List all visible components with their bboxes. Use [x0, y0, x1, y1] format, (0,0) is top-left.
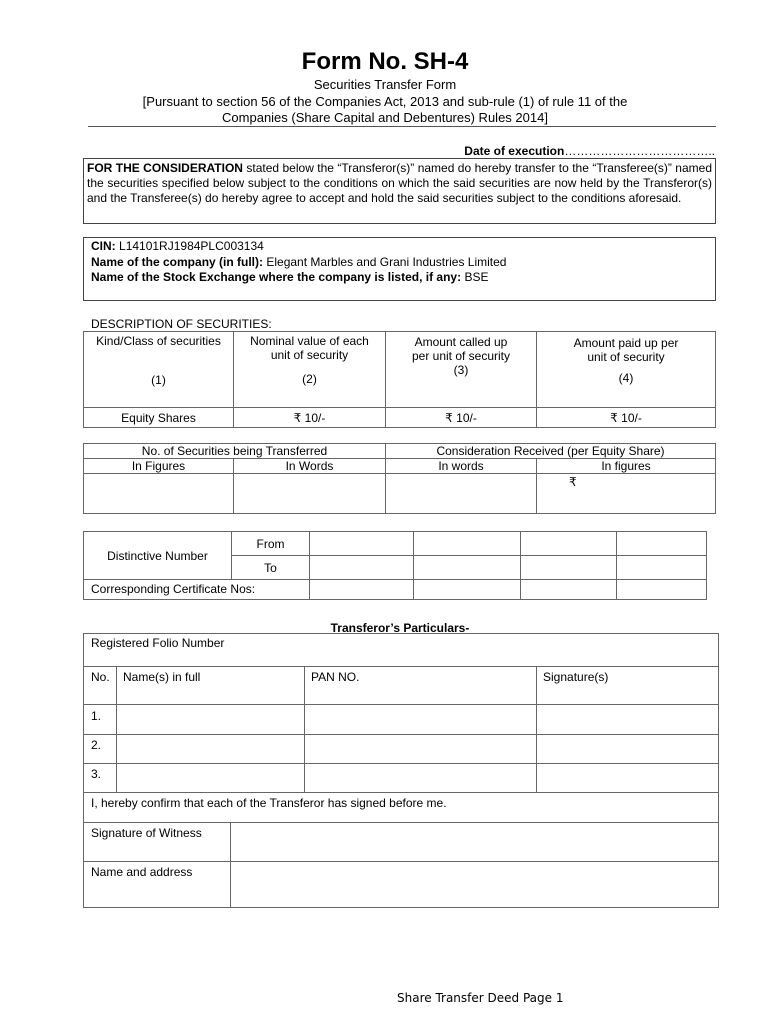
col-kind-header [84, 332, 234, 408]
col-called-label: Amount called up per unit of security [411, 335, 511, 363]
in-words-header: In Words [234, 459, 386, 474]
form-subtitle: Securities Transfer Form [313, 77, 457, 92]
consideration-lead: FOR THE CONSIDERATION [87, 161, 243, 175]
distinctive-label: Distinctive Number [84, 532, 232, 580]
no-header: No. [84, 667, 117, 705]
cin-value: L14101RJ1984PLC003134 [119, 239, 264, 253]
to-field-4[interactable] [617, 556, 707, 580]
name-field-2[interactable] [117, 735, 305, 764]
company-name-label: Name of the company (in full): [91, 254, 264, 269]
page-footer: Share Transfer Deed Page 1 [397, 991, 564, 1005]
kind-value[interactable]: Equity Shares [84, 408, 234, 428]
to-field-2[interactable] [414, 556, 521, 580]
from-label: From [232, 532, 310, 556]
in-figures-header: In Figures [84, 459, 234, 474]
row-number-1: 1. [84, 705, 117, 735]
cert-field-2[interactable] [414, 580, 521, 600]
transfer-table [83, 443, 716, 514]
header-divider [88, 126, 716, 127]
from-field-2[interactable] [414, 532, 521, 556]
transferor-table [83, 633, 719, 823]
from-field-3[interactable] [521, 532, 617, 556]
pan-field-3[interactable] [305, 764, 537, 793]
row-number-3: 3. [84, 764, 117, 793]
consideration-figures-field[interactable] [537, 474, 716, 514]
exchange-row [91, 270, 708, 286]
confirm-statement: I, hereby confirm that each of the Transferor has signed before me. [84, 793, 719, 823]
signature-field-2[interactable] [537, 735, 719, 764]
cert-field-3[interactable] [521, 580, 617, 600]
cert-field-4[interactable] [617, 580, 707, 600]
to-field-3[interactable] [521, 556, 617, 580]
name-field-1[interactable] [117, 705, 305, 735]
from-field-4[interactable] [617, 532, 707, 556]
certificate-label: Corresponding Certificate Nos: [84, 580, 310, 600]
transfer-words-field[interactable] [234, 474, 386, 514]
pan-header: PAN NO. [305, 667, 537, 705]
col-paid-num: (4) [618, 371, 634, 385]
in-words-header-2: In words [386, 459, 537, 474]
pursuant-line-2: Companies (Share Capital and Debentures) Rules 2014] [222, 110, 548, 125]
called-value[interactable]: ₹ 10/- [386, 408, 537, 428]
transfer-figures-field[interactable] [84, 474, 234, 514]
consideration-heading: Consideration Received (per Equity Share) [386, 444, 716, 459]
cert-field-1[interactable] [310, 580, 414, 600]
pursuant-line-1: [Pursuant to section 56 of the Companies Act, 2013 and sub-rule (1) of rule 11 of the [142, 94, 628, 109]
col-called-header [386, 332, 537, 408]
to-field-1[interactable] [310, 556, 414, 580]
transferor-heading: Transferor’s Particulars- [330, 621, 470, 635]
signature-field-1[interactable] [537, 705, 719, 735]
row-number-2: 2. [84, 735, 117, 764]
col-paid-label: Amount paid up per unit of security [573, 336, 679, 364]
company-name-row [91, 255, 708, 271]
distinctive-table [83, 531, 707, 600]
cin-label: CIN: [91, 239, 116, 253]
date-blank[interactable]: ……………………………….. [564, 144, 715, 158]
securities-table [83, 331, 716, 428]
consideration-box [83, 158, 716, 224]
company-info-box [83, 237, 716, 301]
no-securities-heading: No. of Securities being Transferred [84, 444, 386, 459]
cin-row [91, 239, 708, 255]
date-label: Date of execution [464, 144, 565, 158]
rupee-symbol: ₹ [569, 475, 577, 489]
witness-table [83, 822, 719, 908]
pan-field-2[interactable] [305, 735, 537, 764]
consideration-text: stated below the “Transferor(s)” named do hereby transfer to the “Transferee(s)” named the securities specified below subject to the conditions on which the said securities are now held by the Transferor(s) and the Transferee(s) do hereby agree to accept and hold the said securities subject to the conditions aforesaid. [87, 161, 713, 205]
col-nominal-label: Nominal value of each unit of security [250, 334, 369, 362]
col-kind-num: (1) [151, 373, 166, 387]
date-of-execution[interactable] [464, 144, 715, 158]
pan-field-1[interactable] [305, 705, 537, 735]
witness-signature-label: Signature of Witness [84, 823, 231, 862]
company-name-value: Elegant Marbles and Grani Industries Limited [266, 254, 507, 269]
witness-signature-field[interactable] [231, 823, 719, 862]
witness-address-field[interactable] [231, 862, 719, 908]
consideration-words-field[interactable] [386, 474, 537, 514]
nominal-value[interactable]: ₹ 10/- [234, 408, 386, 428]
col-kind-label: Kind/Class of securities [96, 334, 221, 348]
exchange-label: Name of the Stock Exchange where the company is listed, if any: [91, 270, 462, 284]
in-figures-header-2: In figures [537, 459, 716, 474]
signature-field-3[interactable] [537, 764, 719, 793]
col-nominal-num: (2) [302, 372, 317, 386]
witness-address-label: Name and address [84, 862, 231, 908]
col-paid-header [537, 332, 716, 408]
names-header: Name(s) in full [117, 667, 305, 705]
folio-label[interactable]: Registered Folio Number [84, 634, 719, 667]
signature-header: Signature(s) [537, 667, 719, 705]
name-field-3[interactable] [117, 764, 305, 793]
from-field-1[interactable] [310, 532, 414, 556]
securities-heading: DESCRIPTION OF SECURITIES: [91, 317, 272, 331]
paid-value[interactable]: ₹ 10/- [537, 408, 716, 428]
col-nominal-header [234, 332, 386, 408]
col-called-num: (3) [453, 363, 469, 377]
exchange-value: BSE [464, 270, 489, 284]
to-label: To [232, 556, 310, 580]
form-title: Form No. SH-4 [301, 48, 469, 75]
